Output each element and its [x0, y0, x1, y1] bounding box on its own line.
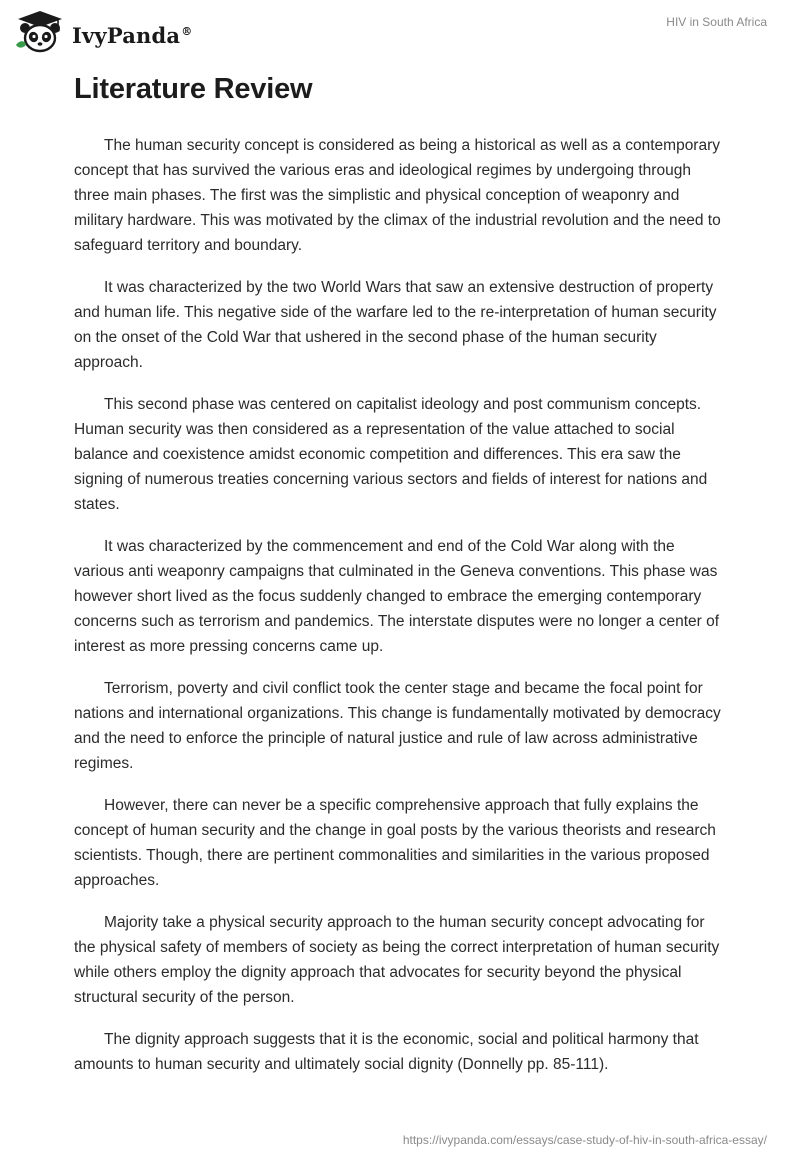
ivypanda-logo[interactable] [14, 9, 192, 55]
paragraph: It was characterized by the two World Wars that saw an extensive destruction of property and human life. This negative side of the warfare led to the re-interpretation of human security on the onset of the Cold War that ushered in the second phase of the human security approach. [74, 279, 717, 371]
source-url-link[interactable]: https://ivypanda.com/essays/case-study-of-hiv-in-south-africa-essay/ [402, 1133, 767, 1147]
paragraph: This second phase was centered on capitalist ideology and post communism concepts. Human security was then considered as a representation of the value attached to social balance and coexistence amidst economic competition and differences. This era saw the signing of numerous treaties concerning various sectors and fields of interest for nations and states. [74, 396, 708, 513]
section-heading: Literature Review [74, 73, 313, 105]
brand-name: IvyPanda® [72, 22, 193, 48]
page-header [0, 0, 800, 60]
paragraph: However, there can never be a specific comprehensive approach that fully explains the concept of human security and the change in goal posts by the various theorists and research scientists. Though, there are pertinent commonalities and similarities in the various proposed approaches. [74, 797, 716, 889]
paragraph: It was characterized by the commencement and end of the Cold War along with the various anti weaponry campaigns that culminated in the Geneva conventions. This phase was however short lived as the focus suddenly changed to embrace the emerging contemporary concerns such as terrorism and pandemics. The interstate disputes were no longer a center of interest as more pressing concerns came up. [74, 538, 720, 655]
paragraph: The human security concept is considered as being a historical as well as a contemporary concept that has survived the various eras and ideological regimes by undergoing through three main phases. The first was the simplistic and physical conception of weaponry and military hardware. This was motivated by the climax of the industrial revolution and the need to safeguard territory and boundary. [74, 137, 721, 254]
document-title: HIV in South Africa [666, 15, 767, 29]
paragraph: Majority take a physical security approach to the human security concept advocating for the physical safety of members of society as being the correct interpretation of human security while others employ the dignity approach that advocates for security beyond the physical structural security of the person. [74, 914, 720, 1006]
panda-graduate-logo-icon [14, 9, 66, 55]
paragraph: Terrorism, poverty and civil conflict took the center stage and became the focal point for nations and international organizations. This change is fundamentally motivated by democracy and the need to enforce the principle of natural justice and rule of law across administrative regimes. [74, 680, 721, 772]
paragraph: The dignity approach suggests that it is the economic, social and political harmony that amounts to human security and ultimately social dignity (Donnelly pp. 85-111). [74, 1031, 699, 1073]
article-body [74, 133, 726, 1094]
